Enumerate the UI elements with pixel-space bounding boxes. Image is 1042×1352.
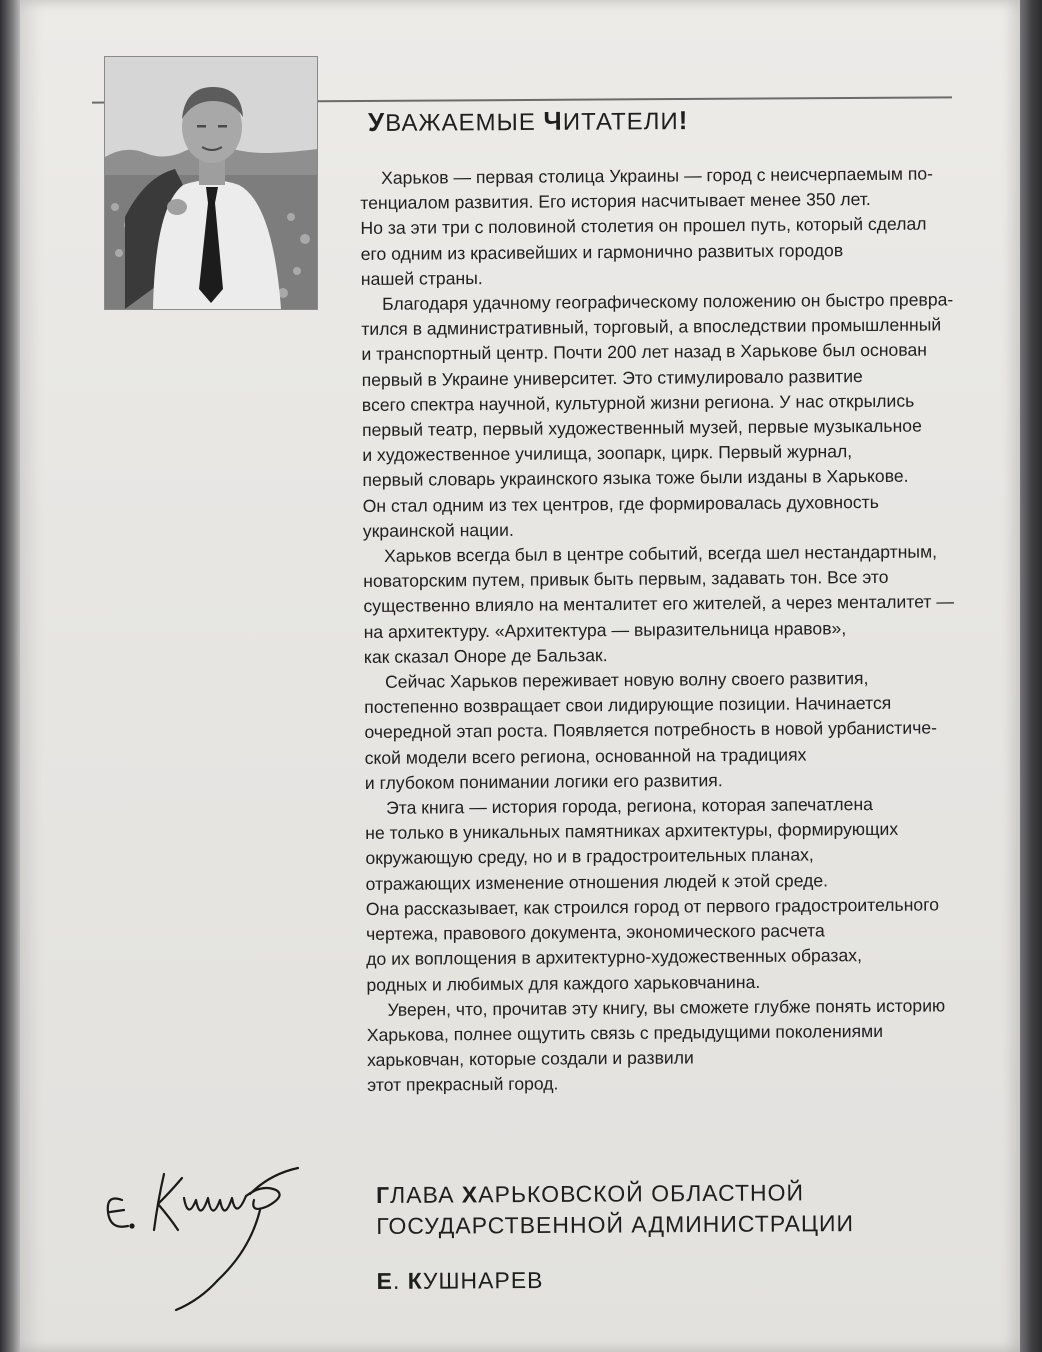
book-edge-right [1018,0,1042,1352]
body-line: украинской нации. [362,519,514,541]
body-line: как сказал Оноре де Бальзак. [363,644,608,667]
name-dot: . [392,1267,408,1294]
handwritten-signature [100,1160,320,1330]
body-line: окружающую среду, но и в градостроительных планах, [365,844,814,869]
signatory-block [376,1177,854,1297]
body-line: существенно влияло на менталитет его жителей, а через менталитет — [363,591,955,617]
body-line: постепенно возвращает свои лидирующие позиции. Начинается [364,693,892,718]
body-line: и транспортный центр. Почти 200 лет назад в Харькове был основан [361,339,928,365]
body-line: чертежа, правового документа, экономического расчета [365,920,825,945]
body-line: его одним из красивейших и гармонично развитых городов [360,239,844,264]
body-line: Уверен, что, прочитав эту книгу, вы сможете глубже понять историю [387,995,946,1020]
body-line: Эта книга — история города, региона, которая запечатлена [385,794,874,818]
body-line: и художественное училища, зоопарк, цирк. Первый журнал, [362,441,853,466]
body-line: на архитектуру. «Архитектура — выразительница нравов», [363,617,847,642]
body-line: отражающих изменение отношения людей к этой среде. [365,870,829,894]
book-gutter-left [0,0,22,1352]
body-line: нашей страны. [360,267,483,289]
body-line: Благодаря удачному географическому положению он быстро превра- [382,289,954,314]
heading-cap-1: У [367,106,386,137]
title-cap-g: Г [376,1181,391,1208]
body-line: тился в административный, торговый, а впоследствии промышленный [361,314,942,340]
body-line: родных и любимых для каждого харьковчанина. [366,971,761,995]
letter-heading [368,105,689,138]
body-line: новаторским путем, привык быть первым, задавать тон. Все это [363,567,889,592]
letter-body [360,161,987,1098]
body-line: Харьков — первая столица Украины — город с неисчерпаемым по- [381,163,934,188]
body-line: первый в Украине университет. Это стимулировало развитие [361,365,863,390]
body-line: Но за эти три с половиной столетия он прошел путь, который сделал [360,213,927,239]
body-line: Сейчас Харьков переживает новую волну своего развития, [384,668,869,692]
body-line: харьковчан, которые создали и развили [366,1047,694,1071]
body-line: и глубоком понимании логики его развития. [364,770,723,793]
name-cap: К [407,1267,423,1294]
body-line: Она рассказывает, как строился город от первого градостроительного [365,894,940,919]
signatory-title-line-1 [376,1177,854,1211]
title-cap-h: Х [461,1181,479,1208]
heading-cap-2: Ч [543,105,563,136]
body-line: первый словарь украинского языка тоже были изданы в Харькове. [362,466,909,491]
signatory-title-line-2: ГОСУДАРСТВЕННОЙ АДМИНИСТРАЦИИ [376,1210,855,1239]
signatory-name [377,1263,855,1297]
body-line: этот прекрасный город. [367,1073,559,1096]
title-word-region: АРЬКОВСКОЙ ОБЛАСТНОЙ [478,1179,805,1208]
body-line: не только в уникальных памятниках архитектуры, формирующих [365,819,899,844]
body-line: Харьков всегда был в центре событий, всегда шел нестандартным, [383,541,938,566]
heading-exclamation: ! [678,105,689,136]
body-line: Он стал одним из тех центров, где формировалась духовность [362,491,879,516]
heading-part-1: ВАЖАЕМЫЕ [385,108,544,137]
author-portrait-photo [104,56,318,310]
body-line: ской модели всего региона, основанной на традициях [364,744,807,768]
body-line: тенциалом развития. Его история насчитывает менее 350 лет. [360,189,871,214]
name-rest: УШНАРЕВ [422,1266,544,1294]
name-initial: Е [376,1267,394,1294]
book-page [20,0,1020,1352]
body-line: очередной этап роста. Появляется потребность в новой урбанистиче- [364,717,938,743]
body-line: первый театр, первый художественный музей, первые музыкальное [361,415,922,441]
body-line: Харькова, полнее ощутить связь с предыдущими поколениями [366,1020,884,1045]
title-word-glava: ЛАВА [390,1181,462,1208]
body-line: всего спектра научной, культурной жизни региона. У нас открылись [361,390,915,415]
body-line: до их воплощения в архитектурно-художественных образах, [366,945,862,970]
heading-part-2: ИТАТЕЛИ [562,108,679,136]
